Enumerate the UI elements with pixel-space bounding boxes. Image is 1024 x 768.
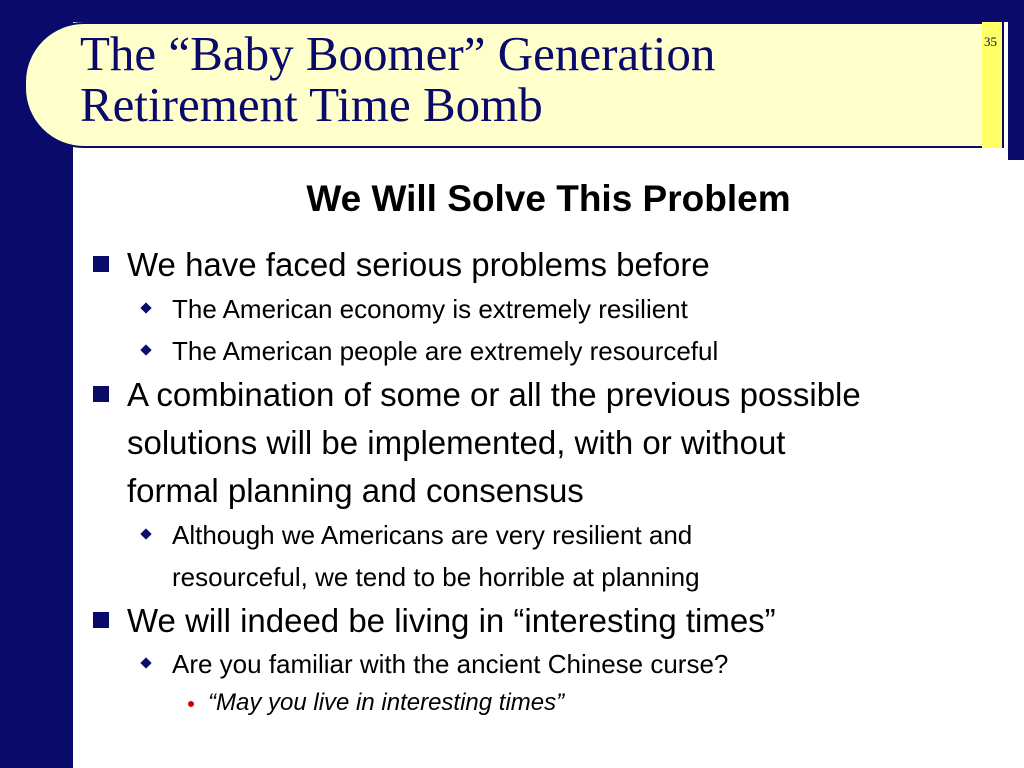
- diamond-bullet-icon: [140, 302, 151, 313]
- sub-bullet-item: [172, 514, 1012, 556]
- bullet-text: We have faced serious problems before: [127, 246, 710, 283]
- square-bullet-icon: [93, 612, 109, 628]
- bullet-continuation: [127, 419, 1017, 467]
- bullet-text-line-2: solutions will be implemented, with or without: [127, 424, 786, 461]
- diamond-bullet-icon: [140, 528, 151, 539]
- sub-bullet-text: The American people are extremely resourceful: [172, 336, 719, 366]
- sub-bullet-text: The American economy is extremely resilient: [172, 294, 688, 324]
- slide-number: 35: [984, 34, 997, 49]
- diamond-bullet-icon: [140, 344, 151, 355]
- sub-bullet-text-line-2: resourceful, we tend to be horrible at planning: [172, 562, 700, 592]
- sub-bullet-text: Are you familiar with the ancient Chinese curse?: [172, 649, 729, 679]
- diamond-bullet-icon: [140, 657, 151, 668]
- sub-bullet-text-line-1: Although we Americans are very resilient and: [172, 520, 693, 550]
- sub-bullet-item: [172, 330, 1012, 372]
- slide-subtitle: We Will Solve This Problem: [306, 178, 791, 219]
- square-bullet-icon: [93, 386, 109, 402]
- sub-bullet-continuation: [172, 556, 1012, 598]
- sub-sub-bullet-text: “May you live in interesting times”: [208, 689, 565, 716]
- sub-bullet-item: [172, 288, 1012, 330]
- bullet-text-line-3: formal planning and consensus: [127, 472, 584, 509]
- title-line-1: The “Baby Boomer” Generation: [80, 26, 716, 81]
- dot-bullet-icon: [188, 701, 194, 707]
- bullet-item: [127, 241, 1017, 289]
- square-bullet-icon: [93, 256, 109, 272]
- sub-bullet-item: [172, 643, 1012, 685]
- bullet-text: We will indeed be living in “interesting times”: [127, 602, 776, 639]
- title-line-2: Retirement Time Bomb: [80, 77, 543, 132]
- bullet-continuation: [127, 467, 1017, 515]
- sub-sub-bullet-item: [208, 686, 564, 720]
- bullet-text-line-1: A combination of some or all the previous possible: [127, 376, 861, 413]
- bullet-item: [127, 371, 1017, 419]
- bullet-item: [127, 597, 1017, 645]
